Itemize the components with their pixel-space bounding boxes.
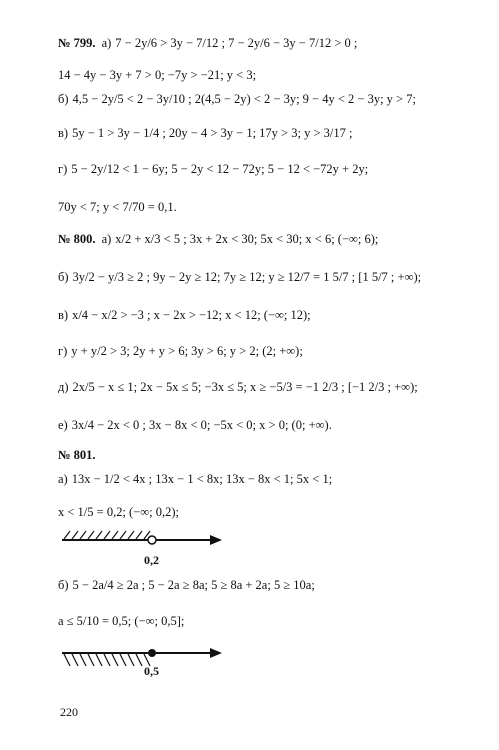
problem-800-b xyxy=(58,270,421,285)
hatched-region xyxy=(64,654,150,666)
closed-point xyxy=(148,649,156,657)
problem-799-g xyxy=(58,162,368,177)
solution-text: 5y − 1 > 3y − 1/4 ; 20y − 4 > 3y − 1; 17y > 3; y > 3/17 ; xyxy=(72,126,353,140)
problem-799-g-cont xyxy=(58,200,177,215)
part-label: е) xyxy=(58,418,68,432)
problem-799-a-cont xyxy=(58,68,256,83)
solution-text: 70y < 7; y < 7/70 = 0,1. xyxy=(58,200,177,214)
part-label: г) xyxy=(58,162,68,176)
part-label: а) xyxy=(58,472,68,486)
problem-800-e xyxy=(58,418,332,433)
problem-800-g xyxy=(58,344,303,359)
hatched-region xyxy=(64,531,150,539)
solution-text: x < 1/5 = 0,2; (−∞; 0,2); xyxy=(58,505,180,519)
problem-801-b-cont xyxy=(58,614,184,629)
part-label: в) xyxy=(58,126,69,140)
part-label: г) xyxy=(58,344,68,358)
problem-800-a xyxy=(58,232,378,247)
problem-number: № 800. xyxy=(58,232,96,246)
page-number: 220 xyxy=(60,705,78,719)
problem-801-header xyxy=(58,448,102,463)
solution-text: 13x − 1/2 < 4x ; 13x − 1 < 8x; 13x − 8x < 1; 5x < 1; xyxy=(71,472,333,486)
problem-801-a-cont xyxy=(58,505,179,520)
problem-801-b xyxy=(58,578,315,593)
problem-799-a xyxy=(58,36,357,51)
solution-text: 14 − 4y − 3y + 7 > 0; −7y > −21; y < 3; xyxy=(58,68,257,82)
solution-text: x/4 − x/2 > −3 ; x − 2x > −12; x < 12; (−∞; 12); xyxy=(72,308,311,322)
solution-text: 5 − 2y/12 < 1 − 6y; 5 − 2y < 12 − 72y; 5 − 12 < −72y + 2y; xyxy=(71,162,369,176)
problem-number: № 801. xyxy=(58,448,96,462)
part-label: д) xyxy=(58,380,69,394)
number-line-2-label: 0,5 xyxy=(144,664,159,678)
solution-text: 4,5 − 2y/5 < 2 − 3y/10 ; 2(4,5 − 2y) < 2 − 3y; 9 − 4y < 2 − 3y; y > 7; xyxy=(72,92,416,106)
solution-text: 3y/2 − y/3 ≥ 2 ; 9y − 2y ≥ 12; 7y ≥ 12; y ≥ 12/7 = 1 5/7 ; [1 5/7 ; +∞); xyxy=(72,270,422,284)
number-line-1-label: 0,2 xyxy=(144,553,159,567)
solution-text: x/2 + x/3 < 5 ; 3x + 2x < 30; 5x < 30; x < 6; (−∞; 6); xyxy=(115,232,379,246)
problem-number: № 799. xyxy=(58,36,96,50)
solution-text: 7 − 2y/6 > 3y − 7/12 ; 7 − 2y/6 − 3y − 7/12 > 0 ; xyxy=(115,36,358,50)
problem-801-a xyxy=(58,472,332,487)
part-label: в) xyxy=(58,308,69,322)
part-label: б) xyxy=(58,92,69,106)
solution-text: a ≤ 5/10 = 0,5; (−∞; 0,5]; xyxy=(58,614,185,628)
problem-799-b xyxy=(58,92,416,107)
part-label: б) xyxy=(58,270,69,284)
part-label: а) xyxy=(101,36,112,50)
solution-text: y + y/2 > 3; 2y + y > 6; 3y > 6; y > 2; (2; +∞); xyxy=(71,344,303,358)
solution-text: 3x/4 − 2x < 0 ; 3x − 8x < 0; −5x < 0; x > 0; (0; +∞). xyxy=(71,418,332,432)
open-point xyxy=(148,536,156,544)
problem-800-d xyxy=(58,380,418,395)
problem-800-v xyxy=(58,308,311,323)
part-label: а) xyxy=(101,232,112,246)
problem-799-v xyxy=(58,126,352,141)
solution-text: 2x/5 − x ≤ 1; 2x − 5x ≤ 5; −3x ≤ 5; x ≥ −5/3 = −1 2/3 ; [−1 2/3 ; +∞); xyxy=(72,380,418,394)
part-label: б) xyxy=(58,578,69,592)
solution-text: 5 − 2a/4 ≥ 2a ; 5 − 2a ≥ 8a; 5 ≥ 8a + 2a; 5 ≥ 10a; xyxy=(72,578,315,592)
